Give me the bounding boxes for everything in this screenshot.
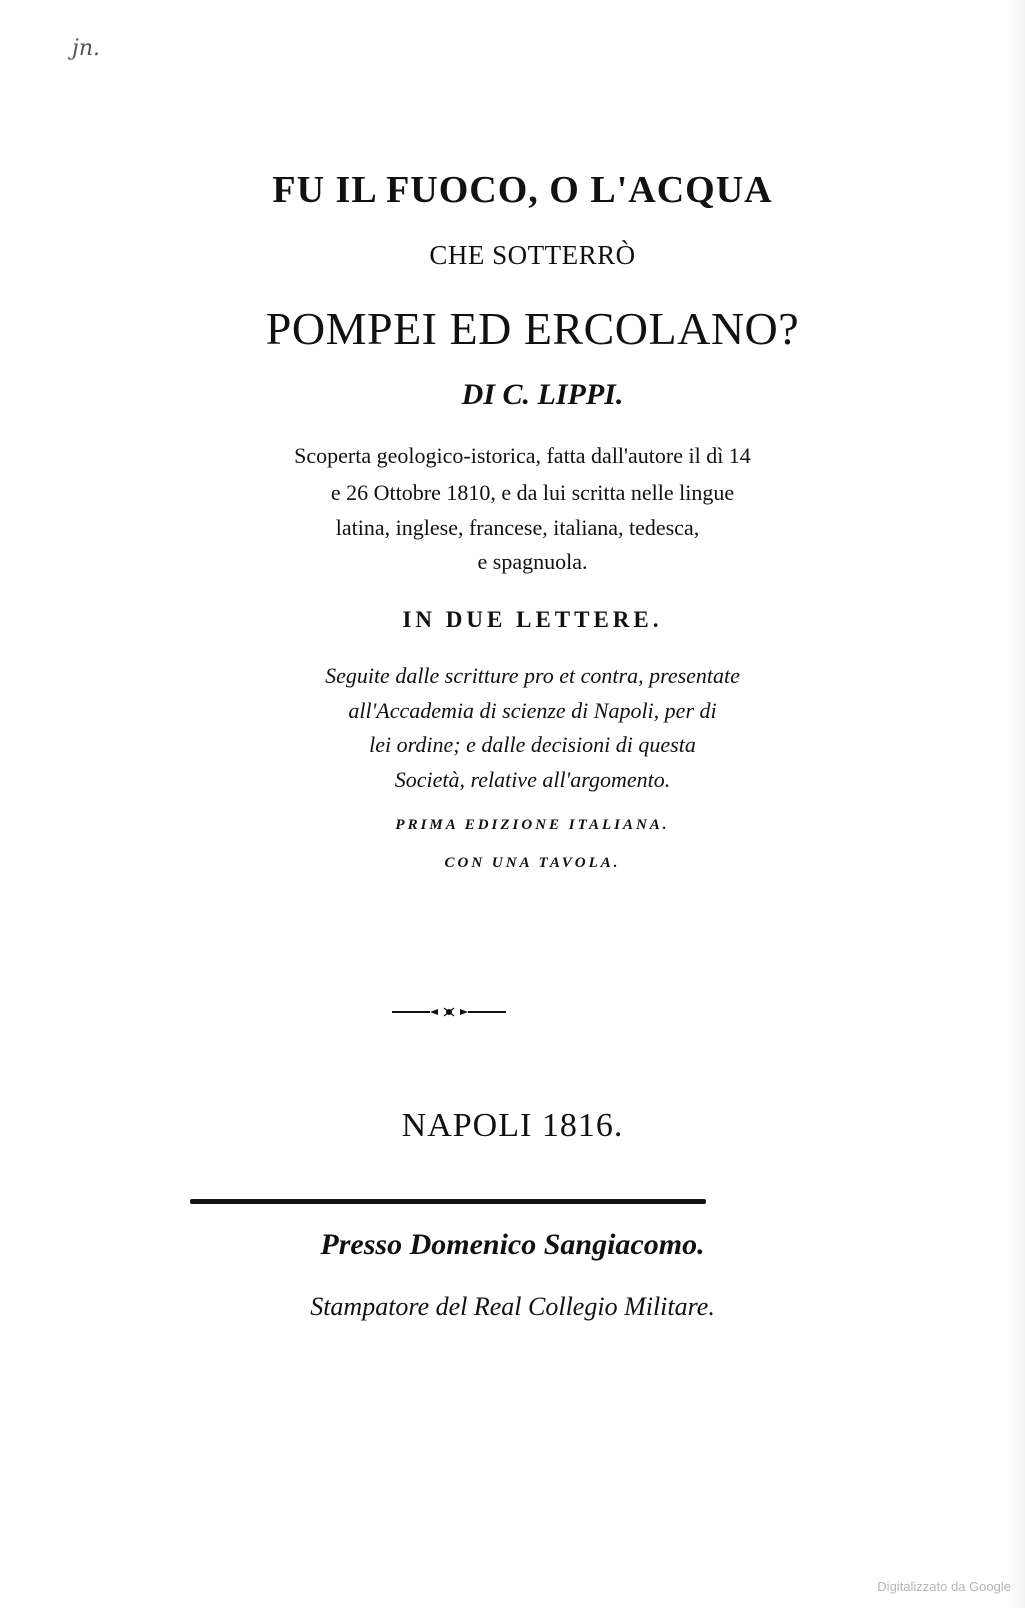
printer-line: Presso Domenico Sangiacomo. (320, 1228, 705, 1261)
title-line-3: POMPEI ED ERCOLANO? (265, 303, 800, 354)
description-line: e spagnuola. (477, 549, 588, 574)
title-line-2: CHE SOTTERRÒ (429, 240, 636, 270)
edition-line: PRIMA EDIZIONE ITALIANA. (395, 817, 670, 833)
subtitle-line: Seguite dalle scritture pro et contra, presentate (325, 663, 740, 688)
ornament-divider (390, 1005, 508, 1019)
printer-role-line: Stampatore del Real Collegio Militare. (310, 1292, 715, 1321)
imprint-rule (190, 1199, 706, 1204)
description-line: latina, inglese, francese, italiana, tedesca, (335, 515, 700, 540)
subtitle-line: lei ordine; e dalle decisioni di questa (369, 732, 696, 757)
place-year: NAPOLI 1816. (401, 1107, 624, 1144)
description-line: e 26 Ottobre 1810, e da lui scritta nelle lingue (330, 480, 735, 505)
plate-line: CON UNA TAVOLA. (444, 855, 621, 871)
subtitle-line: all'Accademia di scienze di Napoli, per di (348, 698, 717, 723)
title-line-1: FU IL FUOCO, O L'ACQUA (272, 169, 773, 211)
manuscript-note: jn. (72, 36, 100, 61)
description-line: Scoperta geologico-istorica, fatta dall'autore il dì 14 (294, 443, 751, 468)
subtitle-line: Società, relative all'argomento. (394, 767, 671, 792)
author-line: DI C. LIPPI. (461, 378, 624, 411)
letters-heading: IN DUE LETTERE. (402, 607, 663, 632)
digitization-watermark: Digitalizzato da Google (877, 1579, 1011, 1594)
